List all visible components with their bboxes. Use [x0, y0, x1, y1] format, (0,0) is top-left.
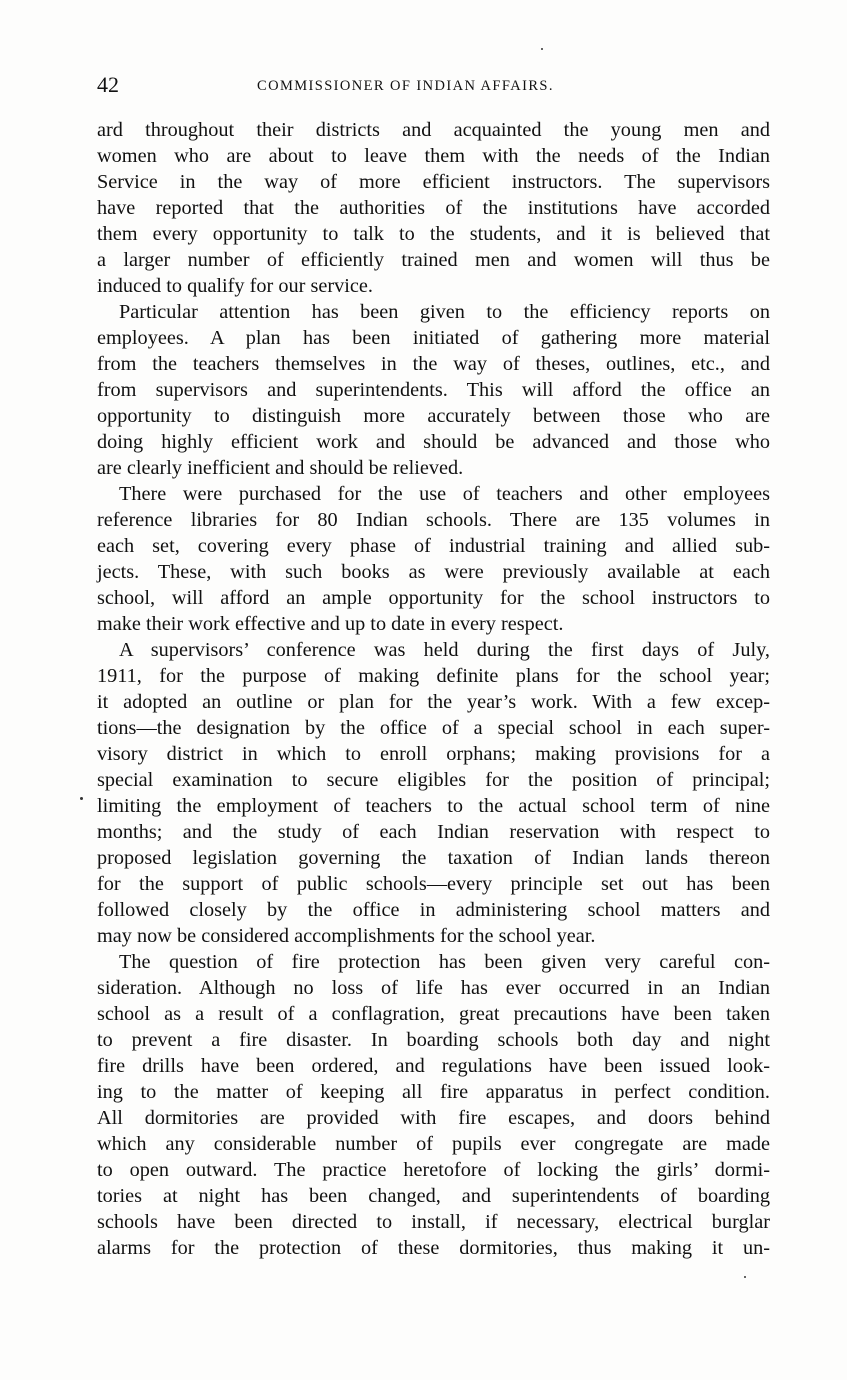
scan-speck: [80, 797, 83, 800]
text-line: The question of fire protection has been given very careful con-: [119, 951, 770, 973]
text-line: All dormitories are provided with fire escapes, and doors behind: [97, 1107, 770, 1129]
body-text: [97, 117, 770, 1261]
scan-speck: [744, 1276, 746, 1278]
text-line: limiting the employment of teachers to the actual school term of nine: [97, 795, 770, 817]
text-line: have reported that the authorities of the institutions have accorded: [97, 197, 770, 219]
page-header: [97, 72, 767, 102]
paragraph-5: [97, 949, 770, 1261]
text-line: jects. These, with such books as were previously available at each: [97, 561, 770, 583]
text-line: each set, covering every phase of industrial training and allied sub-: [97, 535, 770, 557]
text-line: it adopted an outline or plan for the year’s work. With a few excep-: [97, 691, 770, 713]
text-line: school as a result of a conflagration, great precautions have been taken: [97, 1003, 770, 1025]
text-line: schools have been directed to install, if necessary, electrical burglar: [97, 1211, 770, 1233]
text-line: 1911, for the purpose of making definite plans for the school year;: [97, 665, 770, 687]
text-line: tories at night has been changed, and superintendents of boarding: [97, 1185, 770, 1207]
text-line: induced to qualify for our service.: [97, 275, 373, 297]
text-line: school, will afford an ample opportunity for the school instructors to: [97, 587, 770, 609]
page-number: 42: [97, 72, 119, 97]
text-line: months; and the study of each Indian reservation with respect to: [97, 821, 770, 843]
text-line: visory district in which to enroll orphans; making provisions for a: [97, 743, 770, 765]
text-line: There were purchased for the use of teachers and other employees: [119, 483, 770, 505]
text-line: may now be considered accomplishments for the school year.: [97, 925, 596, 947]
text-line: which any considerable number of pupils ever congregate are made: [97, 1133, 770, 1155]
text-line: proposed legislation governing the taxation of Indian lands thereon: [97, 847, 770, 869]
text-line: opportunity to distinguish more accurately between those who are: [97, 405, 770, 427]
scan-speck: [541, 48, 543, 50]
text-line: a larger number of efficiently trained men and women will thus be: [97, 249, 770, 271]
text-line: for the support of public schools—every principle set out has been: [97, 873, 770, 895]
text-line: are clearly inefficient and should be relieved.: [97, 457, 464, 479]
text-line: A supervisors’ conference was held during the first days of July,: [119, 639, 770, 661]
text-line: to prevent a fire disaster. In boarding schools both day and night: [97, 1029, 770, 1051]
text-line: women who are about to leave them with the needs of the Indian: [97, 145, 770, 167]
paragraph-2: [97, 299, 770, 481]
text-line: Particular attention has been given to the efficiency reports on: [119, 301, 770, 323]
text-line: fire drills have been ordered, and regulations have been issued look-: [97, 1055, 770, 1077]
text-line: special examination to secure eligibles for the position of principal;: [97, 769, 770, 791]
paragraph-1: [97, 117, 770, 299]
text-line: followed closely by the office in administering school matters and: [97, 899, 770, 921]
text-line: ing to the matter of keeping all fire apparatus in perfect condition.: [97, 1081, 770, 1103]
text-line: doing highly efficient work and should be advanced and those who: [97, 431, 770, 453]
text-line: reference libraries for 80 Indian schools. There are 135 volumes in: [97, 509, 770, 531]
text-line: them every opportunity to talk to the students, and it is believed that: [97, 223, 770, 245]
text-line: to open outward. The practice heretofore of locking the girls’ dormi-: [97, 1159, 770, 1181]
running-head: COMMISSIONER OF INDIAN AFFAIRS.: [257, 78, 554, 94]
text-line: tions—the designation by the office of a special school in each super-: [97, 717, 770, 739]
text-line: alarms for the protection of these dormitories, thus making it un-: [97, 1237, 770, 1259]
text-line: Service in the way of more efficient instructors. The supervisors: [97, 171, 770, 193]
text-line: sideration. Although no loss of life has ever occurred in an Indian: [97, 977, 770, 999]
paragraph-3: [97, 481, 770, 637]
text-line: from the teachers themselves in the way of theses, outlines, etc., and: [97, 353, 770, 375]
text-line: make their work effective and up to date in every respect.: [97, 613, 564, 635]
text-line: ard throughout their districts and acquainted the young men and: [97, 119, 770, 141]
text-line: employees. A plan has been initiated of gathering more material: [97, 327, 770, 349]
text-line: from supervisors and superintendents. This will afford the office an: [97, 379, 770, 401]
paragraph-4: [97, 637, 770, 949]
